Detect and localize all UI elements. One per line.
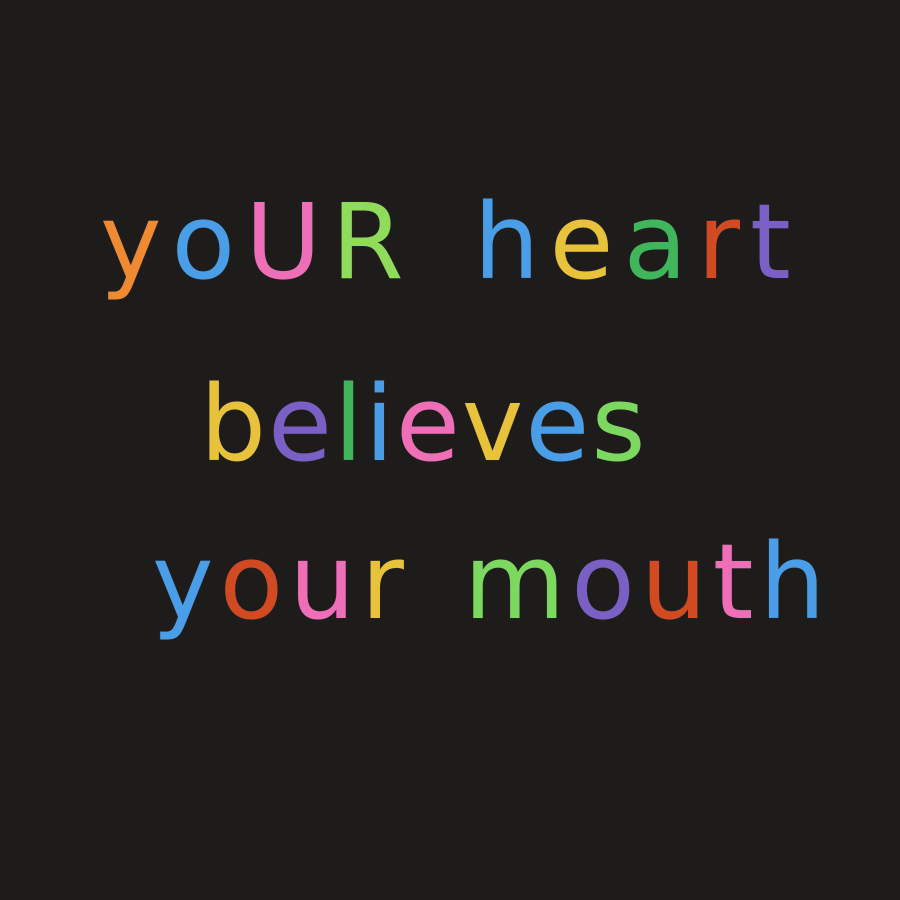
- quote-word: [100, 181, 404, 303]
- quote-letter: o: [219, 521, 284, 643]
- quote-line-2: [200, 363, 646, 485]
- quote-word: [200, 363, 646, 485]
- quote-letter: r: [361, 521, 404, 643]
- quote-letter: m: [463, 521, 566, 643]
- quote-line-3: [152, 521, 826, 643]
- quote-line-1: [100, 181, 791, 303]
- quote-letter: u: [289, 521, 356, 643]
- quote-letter: u: [640, 521, 707, 643]
- quote-letter: h: [759, 521, 826, 643]
- quote-letter: b: [200, 363, 267, 485]
- quote-word: [473, 181, 791, 303]
- quote-letter: o: [571, 521, 635, 643]
- quote-letter: s: [591, 363, 646, 485]
- quote-word: [152, 521, 404, 643]
- quote-letter: y: [100, 181, 162, 303]
- quote-letter: o: [171, 181, 236, 303]
- quote-letter: e: [549, 181, 614, 303]
- quote-letter: h: [473, 181, 540, 303]
- quote-letter: e: [395, 363, 460, 485]
- quote-word: [463, 521, 826, 643]
- quote-letter: l: [334, 363, 363, 485]
- quote-letter: t: [749, 181, 791, 303]
- quote-letter: i: [364, 363, 394, 485]
- quote-letter: v: [461, 363, 524, 485]
- quote-letter: R: [331, 181, 404, 303]
- quote-letter: a: [623, 181, 688, 303]
- quote-letter: t: [712, 521, 754, 643]
- quote-letter: U: [245, 181, 322, 303]
- quote-letter: e: [268, 363, 332, 485]
- quote-letter: e: [525, 363, 590, 485]
- quote-letter: y: [152, 521, 214, 643]
- quote-letter: r: [697, 181, 740, 303]
